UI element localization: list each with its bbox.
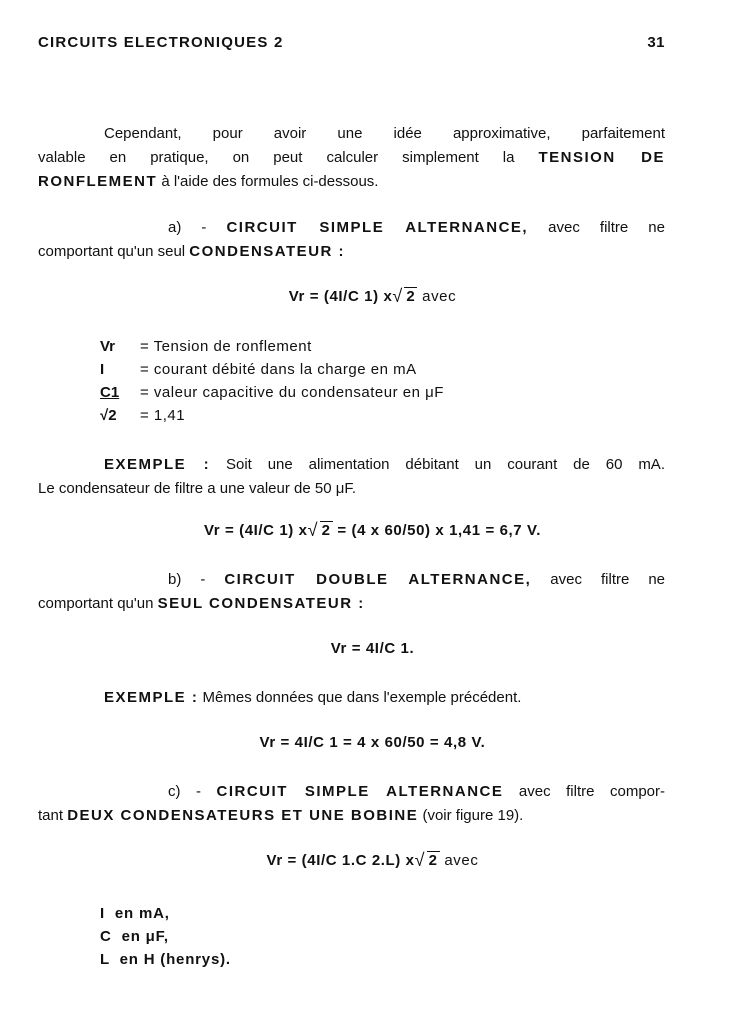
- formula-example-2: Vr = 4I/C 1 = 4 x 60/50 = 4,8 V.: [259, 734, 486, 751]
- sqrt-symbol: √ 2: [414, 850, 438, 870]
- formula-example-1: [0, 522, 745, 539]
- section-b-rest: avec filtre ne: [531, 571, 665, 588]
- formula-c-sqrt: 2: [428, 852, 438, 869]
- definition-symbol: √2: [100, 407, 117, 424]
- example-2-text: Mêmes données que dans l'exemple précédent.: [198, 689, 522, 706]
- intro-paragraph-end: [38, 170, 665, 194]
- definition-row: [100, 404, 444, 427]
- definition-text: = Tension de ronflement: [140, 338, 312, 355]
- definition-symbol: C1: [100, 384, 120, 401]
- section-c-line-2b: DEUX CONDENSATEURS ET UNE BOBINE: [67, 807, 419, 824]
- example-2-paragraph: [38, 686, 665, 710]
- page-number: 31: [647, 34, 665, 51]
- example-1-text-2: Le condensateur de filtre a une valeur de 50 μF.: [38, 480, 357, 497]
- section-a-line-2a: comportant qu'un seul: [38, 243, 190, 260]
- formula-b: Vr = 4I/C 1.: [330, 640, 415, 657]
- sqrt-symbol: √ 2: [392, 286, 416, 306]
- definition-text: = valeur capacitive du condensateur en μF: [140, 384, 444, 401]
- formula-c-right: avec: [439, 852, 479, 869]
- section-c-line-2: [38, 804, 665, 828]
- section-b-line-2: [38, 592, 665, 616]
- definition-text: = 1,41: [140, 407, 186, 424]
- sqrt-symbol: √ 2: [307, 520, 331, 540]
- formula-c-left: Vr = (4I/C 1.C 2.L) x: [266, 852, 415, 869]
- section-c-heading: [38, 780, 665, 804]
- formula-ex1-right: = (4 x 60/50) x 1,41 = 6,7 V.: [332, 522, 542, 539]
- example-1-label: EXEMPLE :: [104, 456, 211, 473]
- section-b-prefix: b) -: [168, 571, 225, 588]
- section-a-heading: [38, 216, 665, 240]
- section-b-line-2a: comportant qu'un: [38, 595, 158, 612]
- formula-c: [0, 852, 745, 869]
- section-b-title: CIRCUIT DOUBLE ALTERNANCE,: [224, 571, 532, 588]
- definition-row: [100, 335, 444, 358]
- section-c-rest: avec filtre compor-: [503, 783, 665, 800]
- units-list: [100, 902, 231, 971]
- intro-line-3b: à l'aide des formules ci-dessous.: [157, 173, 379, 190]
- formula-a-left: Vr = (4I/C 1) x: [288, 288, 393, 305]
- formula-a-right: avec: [417, 288, 457, 305]
- intro-line-2b: TENSION DE: [538, 149, 665, 166]
- section-a-line-2: [38, 240, 665, 264]
- definition-text: = courant débité dans la charge en mA: [140, 361, 417, 378]
- intro-line-2a: valable en pratique, on peut calculer simplement la: [38, 149, 539, 166]
- section-c-line-2c: (voir figure 19).: [418, 807, 524, 824]
- example-1-paragraph: [38, 453, 665, 477]
- section-a-line-2b: CONDENSATEUR :: [189, 243, 346, 260]
- intro-paragraph: [38, 122, 665, 170]
- example-1-line-2: [38, 477, 665, 501]
- example-1-text-1: Soit une alimentation débitant un courant de 60 mA.: [210, 456, 665, 473]
- definitions-list: [100, 335, 444, 427]
- section-c-line-2a: tant: [38, 807, 68, 824]
- formula-a: [0, 288, 745, 305]
- definition-row: [100, 381, 444, 404]
- section-b-line-2b: SEUL CONDENSATEUR :: [157, 595, 365, 612]
- formula-a-sqrt: 2: [406, 288, 416, 305]
- unit-row: C en μF,: [100, 928, 169, 945]
- section-a-rest: avec filtre ne: [528, 219, 665, 236]
- definition-symbol: Vr: [100, 338, 116, 355]
- unit-row: L en H (henrys).: [100, 951, 231, 968]
- section-b-heading: [38, 568, 665, 592]
- intro-line-3a: RONFLEMENT: [38, 173, 158, 190]
- definition-symbol: I: [100, 361, 105, 378]
- section-a-title: CIRCUIT SIMPLE ALTERNANCE,: [226, 219, 529, 236]
- page-header: [38, 34, 665, 51]
- formula-ex1-left: Vr = (4I/C 1) x: [203, 522, 308, 539]
- section-a-prefix: a) -: [168, 219, 227, 236]
- section-c-title: CIRCUIT SIMPLE ALTERNANCE: [216, 783, 504, 800]
- section-c-prefix: c) -: [168, 783, 217, 800]
- example-2-label: EXEMPLE :: [104, 689, 199, 706]
- running-title: CIRCUITS ELECTRONIQUES 2: [38, 34, 284, 51]
- unit-row: I en mA,: [100, 905, 170, 922]
- definition-row: [100, 358, 444, 381]
- intro-line-1: Cependant, pour avoir une idée approximative, parfaitement: [104, 125, 665, 142]
- formula-ex1-sqrt: 2: [321, 522, 331, 539]
